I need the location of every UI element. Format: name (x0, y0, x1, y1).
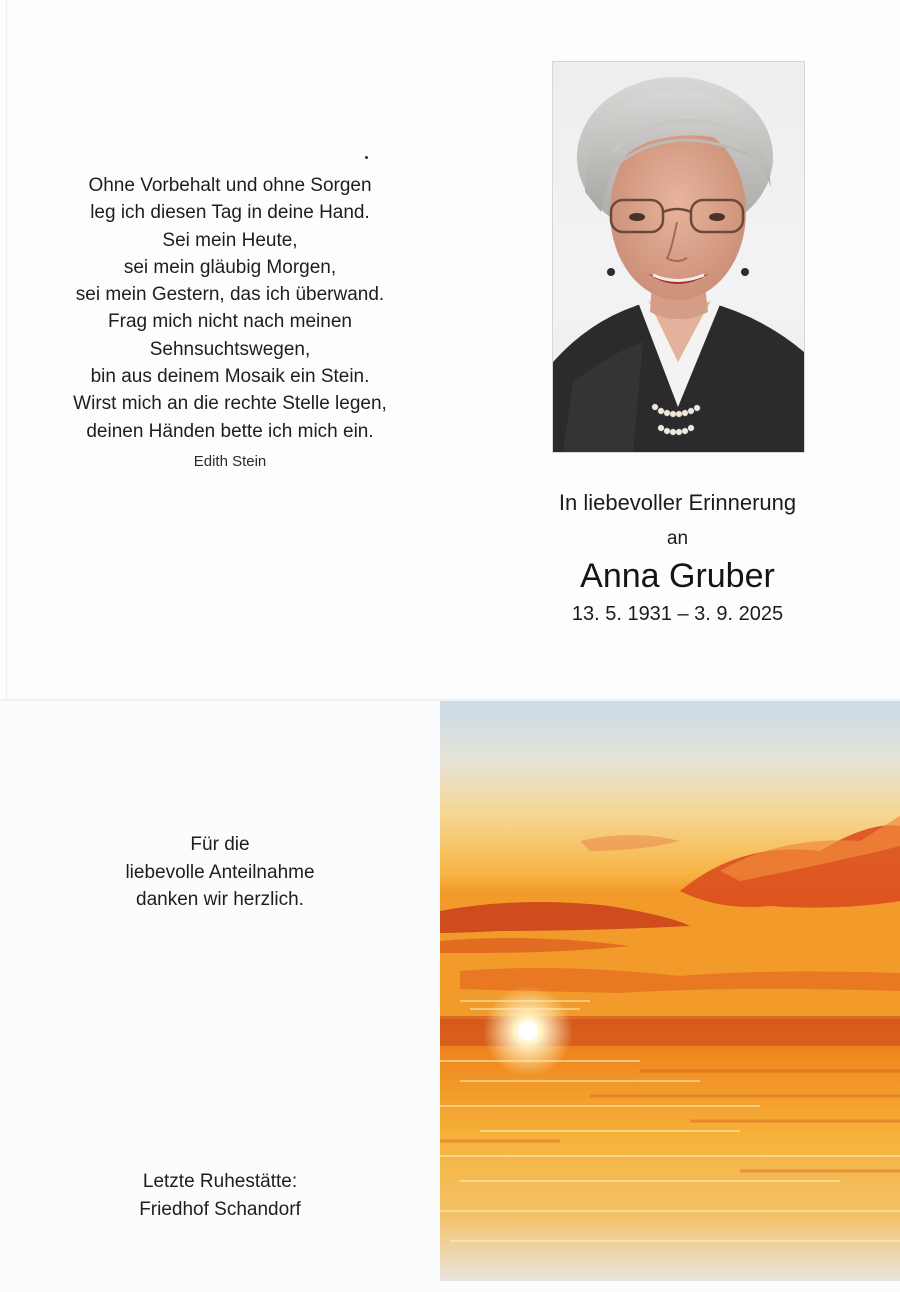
poem-line: bin aus deinem Mosaik ein Stein. (90, 366, 370, 388)
poem-line: leg ich diesen Tag in deine Hand. (90, 202, 370, 224)
deceased-name: Anna Gruber (580, 557, 775, 595)
poem-line: sei mein gläubig Morgen, (123, 256, 337, 278)
life-dates: 13. 5. 1931 – 3. 9. 2025 (571, 603, 784, 625)
poem-author: Edith Stein (193, 453, 267, 470)
portrait-illustration (553, 62, 804, 452)
poem-line: Sei mein Heute, (162, 229, 298, 251)
resting-place-label: Letzte Ruhestätte: (142, 1171, 298, 1192)
thanks-line: danken wir herzlich. (136, 889, 304, 910)
poem-line: Ohne Vorbehalt und ohne Sorgen (88, 175, 372, 196)
memorial-preposition: an (666, 528, 689, 549)
ink-speck (365, 156, 368, 159)
sunset-over-sea-image (440, 701, 900, 1281)
memorial-title: In liebevoller Erinnerung (558, 490, 797, 515)
thanks-line: Für die (190, 834, 250, 855)
sunset-illustration (440, 701, 900, 1281)
thanks-message (20, 831, 420, 914)
poem-line: Wirst mich an die rechte Stelle legen, (73, 393, 387, 415)
resting-place (20, 1168, 420, 1223)
poem-line: Frag mich nicht nach meinen (108, 311, 352, 333)
thanks-line: liebevolle Anteilnahme (125, 861, 315, 883)
poem-line: sei mein Gestern, das ich überwand. (75, 284, 385, 306)
poem-line: deinen Händen bette ich mich ein. (86, 420, 374, 442)
resting-place-location: Friedhof Schandorf (139, 1198, 301, 1220)
portrait-photo (552, 61, 805, 453)
poem-line: Sehnsuchtswegen, (149, 338, 311, 360)
paper-edge (6, 0, 7, 700)
poem (20, 172, 440, 445)
